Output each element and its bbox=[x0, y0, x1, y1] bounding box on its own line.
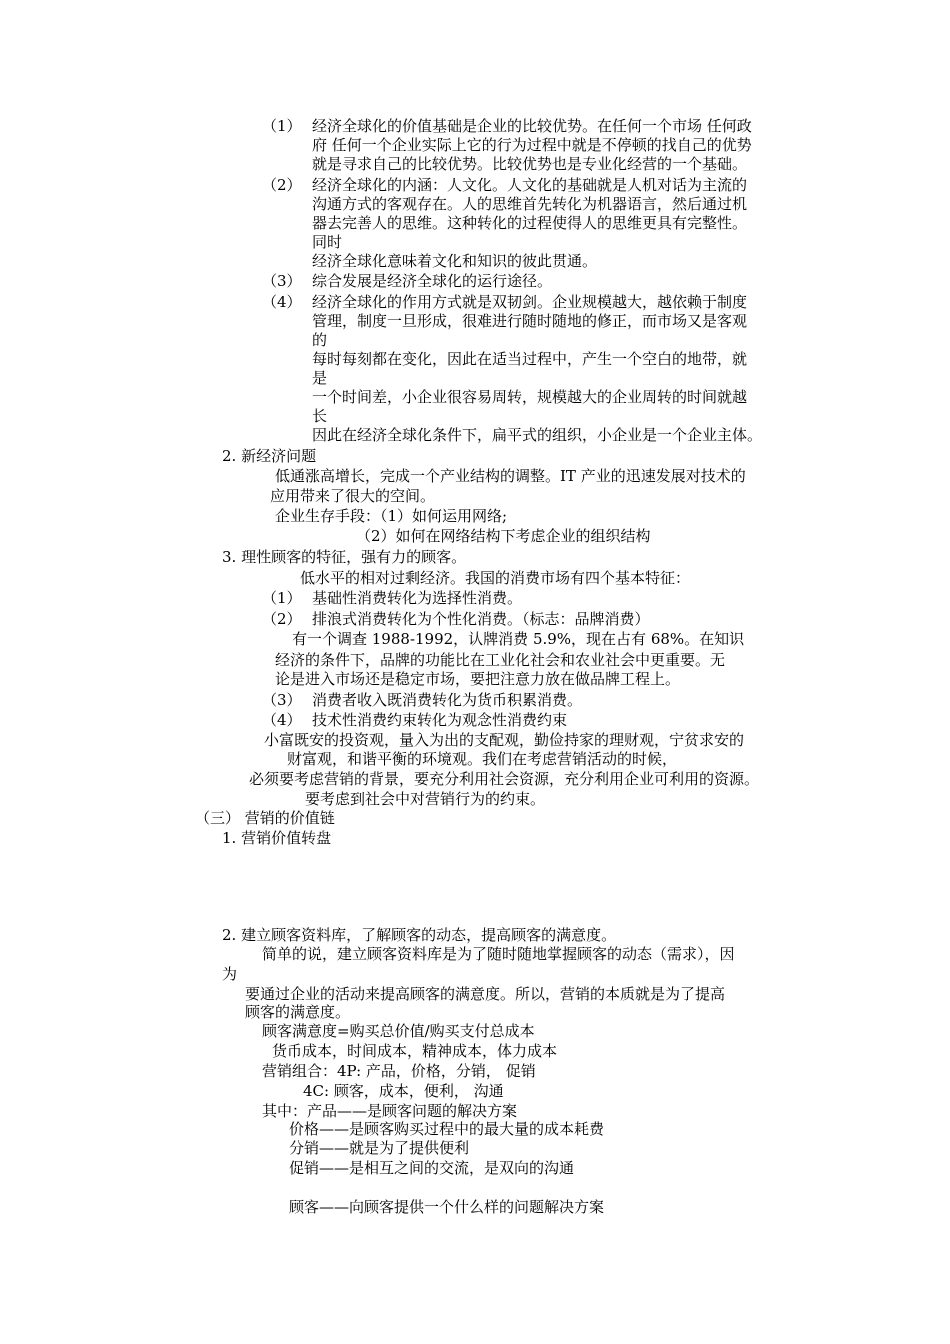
list-marker: （3） bbox=[262, 272, 302, 290]
list-marker: （1） bbox=[262, 117, 302, 135]
list-marker: （4） bbox=[262, 293, 302, 311]
text-line: 促销——是相互之间的交流，是双向的沟通 bbox=[289, 1159, 575, 1177]
text-line: 经济全球化的作用方式就是双韧剑。企业规模越大，越依赖于制度 bbox=[312, 293, 748, 311]
section-heading: 3. 理性顾客的特征，强有力的顾客。 bbox=[222, 548, 467, 566]
text-line: 低通涨高增长，完成一个产业结构的调整。IT 产业的迅速发展对技术的 bbox=[275, 467, 746, 485]
list-marker: （4） bbox=[262, 711, 302, 729]
text-line: 经济全球化的内涵：人文化。人文化的基础就是人机对话为主流的 bbox=[312, 176, 748, 194]
text-line: 消费者收入既消费转化为货币积累消费。 bbox=[312, 691, 583, 709]
text-line: 要考虑到社会中对营销行为的约束。 bbox=[305, 790, 546, 808]
list-marker: （3） bbox=[262, 691, 302, 709]
text-line: 经济的条件下，品牌的功能比在工业化社会和农业社会中更重要。无 bbox=[275, 651, 726, 669]
text-line: 财富观，和谐平衡的环境观。我们在考虑营销活动的时候， bbox=[287, 750, 678, 768]
text-line: 有一个调查 1988-1992，认牌消费 5.9%，现在占有 68%。在知识 bbox=[292, 630, 745, 648]
text-line: 的 bbox=[312, 331, 328, 349]
text-line: 货币成本，时间成本，精神成本，体力成本 bbox=[272, 1042, 558, 1060]
text-line: 论是进入市场还是稳定市场，要把注意力放在做品牌工程上。 bbox=[275, 670, 681, 688]
text-line: 器去完善人的思维。这种转化的过程使得人的思维更具有完整性。 bbox=[312, 214, 748, 232]
text-line: 营销组合：4P: 产品，价格，分销， 促销 bbox=[262, 1062, 536, 1080]
list-marker: （1） bbox=[262, 589, 302, 607]
text-line: 低水平的相对过剩经济。我国的消费市场有四个基本特征： bbox=[300, 569, 691, 587]
text-line: 基础性消费转化为选择性消费。 bbox=[312, 589, 523, 607]
text-line: 综合发展是经济全球化的运行途径。 bbox=[312, 272, 553, 290]
list-marker: （2） bbox=[262, 176, 302, 194]
text-line: （2）如何在网络结构下考虑企业的组织结构 bbox=[356, 527, 651, 545]
text-line: 顾客满意度=购买总价值/购买支付总成本 bbox=[262, 1022, 535, 1040]
subsection-heading: 2. 建立顾客资料库，了解顾客的动态，提高顾客的满意度。 bbox=[222, 926, 617, 944]
text-line: 管理，制度一旦形成，很难进行随时随地的修正，而市场又是客观 bbox=[312, 312, 748, 330]
text-line: 其中：产品——是顾客问题的解决方案 bbox=[262, 1102, 518, 1120]
text-line: 因此在经济全球化条件下，扁平式的组织，小企业是一个企业主体。 bbox=[312, 426, 763, 444]
text-line: 一个时间差，小企业很容易周转，规模越大的企业周转的时间就越 bbox=[312, 388, 748, 406]
text-line: 必须要考虑营销的背景，要充分利用社会资源，充分利用企业可利用的资源。 bbox=[249, 770, 760, 788]
text-line: 经济全球化意味着文化和知识的彼此贯通。 bbox=[312, 252, 598, 270]
text-line: 是 bbox=[312, 369, 328, 387]
text-line: 技术性消费约束转化为观念性消费约束 bbox=[312, 711, 568, 729]
section-heading: 2. 新经济问题 bbox=[222, 447, 317, 465]
text-line: 经济全球化的价值基础是企业的比较优势。在任何一个市场 任何政 bbox=[312, 117, 752, 135]
list-marker: （2） bbox=[262, 610, 302, 628]
text-line: 长 bbox=[312, 407, 328, 425]
text-line: 企业生存手段：（1）如何运用网络; bbox=[275, 507, 508, 525]
text-line: 应用带来了很大的空间。 bbox=[270, 487, 436, 505]
text-line: 为 bbox=[222, 965, 238, 983]
text-line: 4C: 顾客，成本，便利， 沟通 bbox=[303, 1082, 504, 1100]
text-line: 顾客——向顾客提供一个什么样的问题解决方案 bbox=[289, 1198, 605, 1216]
text-line: 排浪式消费转化为个性化消费。（标志：品牌消费） bbox=[312, 610, 650, 628]
text-line: 小富既安的投资观，量入为出的支配观，勤俭持家的理财观，宁贫求安的 bbox=[264, 731, 745, 749]
text-line: 沟通方式的客观存在。人的思维首先转化为机器语言，然后通过机 bbox=[312, 195, 748, 213]
text-line: 简单的说，建立顾客资料库是为了随时随地掌握顾客的动态（需求），因 bbox=[262, 945, 735, 963]
text-line: 顾客的满意度。 bbox=[245, 1003, 351, 1021]
text-line: 府 任何一个企业实际上它的行为过程中就是不停顿的找自己的优势 bbox=[312, 136, 752, 154]
text-line: 就是寻求自己的比较优势。比较优势也是专业化经营的一个基础。 bbox=[312, 155, 748, 173]
text-line: 要通过企业的活动来提高顾客的满意度。所以，营销的本质就是为了提高 bbox=[245, 985, 726, 1003]
subsection-heading: 1. 营销价值转盘 bbox=[222, 829, 332, 847]
section-heading: （三） 营销的价值链 bbox=[195, 809, 335, 827]
text-line: 每时每刻都在变化，因此在适当过程中，产生一个空白的地带，就 bbox=[312, 350, 748, 368]
text-line: 同时 bbox=[312, 233, 343, 251]
text-line: 价格——是顾客购买过程中的最大量的成本耗费 bbox=[289, 1120, 605, 1138]
text-line: 分销——就是为了提供便利 bbox=[289, 1139, 470, 1157]
